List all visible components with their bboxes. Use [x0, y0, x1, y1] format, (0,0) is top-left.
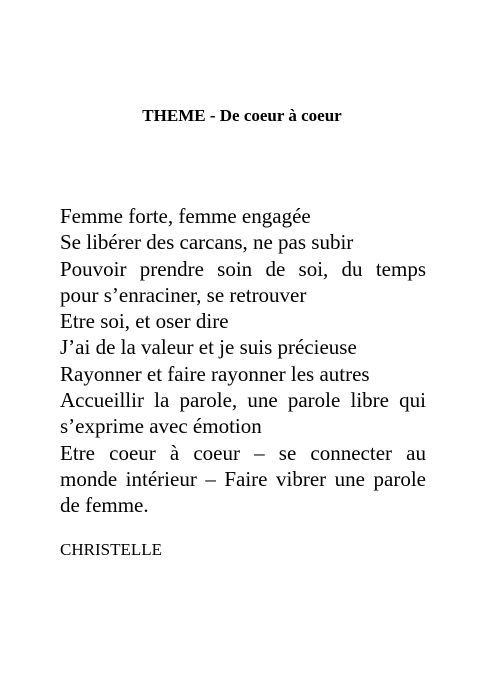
signature: CHRISTELLE — [60, 540, 162, 559]
poem-line: s’exprime avec émotion — [60, 414, 262, 439]
poem-line: J’ai de la valeur et je suis précieuse — [60, 335, 357, 360]
poem-line: Femme forte, femme engagée — [60, 204, 311, 228]
poem-line: pour s’enraciner, se retrouver — [60, 282, 307, 307]
poem-line: Accueillir la parole, une parole libre qui — [60, 388, 426, 413]
page-title: THEME - De coeur à coeur — [142, 106, 342, 125]
poem-line: Etre soi, et oser dire — [60, 309, 229, 334]
poem-body — [60, 203, 426, 519]
poem-line: monde intérieur – Faire vibrer une parole — [60, 466, 426, 491]
poem-line: Se libérer des carcans, ne pas subir — [60, 230, 354, 255]
poem-line: Rayonner et faire rayonner les autres — [60, 361, 370, 386]
poem-line: Pouvoir prendre soin de soi, du temps — [60, 256, 426, 281]
poem-line: de femme. — [60, 493, 149, 518]
poem-line: Etre coeur à coeur – se connecter au — [60, 440, 426, 465]
